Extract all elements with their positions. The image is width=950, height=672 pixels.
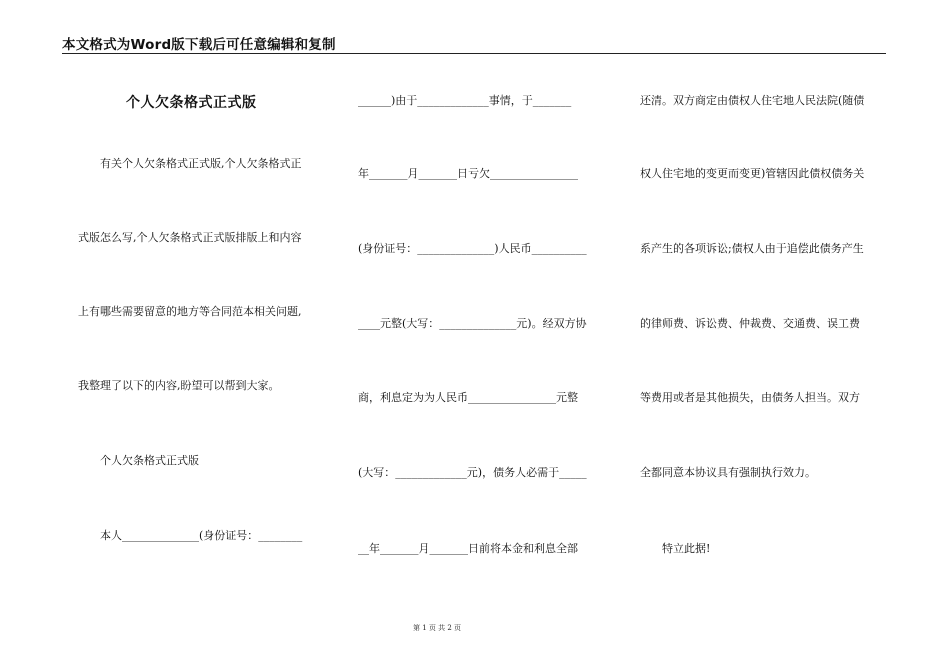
col3-line-5: 等费用或者是其他损失，由债务人担当。双方 bbox=[640, 391, 860, 404]
col3-line-4: 的律师费、诉讼费、仲裁费、交通费、误工费 bbox=[640, 317, 860, 330]
page-number: 第 1 页 共 2 页 bbox=[413, 624, 462, 632]
col3-line-3: 系产生的各项诉讼;债权人由于追偿此债务产生 bbox=[640, 242, 864, 255]
col2-line-1: ______)由于_____________事情，于_______ bbox=[358, 94, 572, 107]
col1-line-6: 本人______________(身份证号：________ bbox=[100, 529, 303, 542]
col3-line-6: 全都同意本协议具有强制执行效力。 bbox=[640, 466, 816, 479]
col1-line-4: 我整理了以下的内容,盼望可以帮到大家。 bbox=[78, 379, 280, 392]
col3-line-2: 权人住宅地的变更而变更)管辖因此债权债务关 bbox=[640, 167, 865, 180]
col2-line-2: 年_______月_______日亏欠________________ bbox=[358, 167, 578, 180]
col2-line-7: __年_______月_______日前将本金和利息全部 bbox=[358, 542, 578, 555]
col1-subtitle: 个人欠条格式正式版 bbox=[100, 454, 199, 467]
header-divider bbox=[62, 53, 886, 54]
col2-line-4: ____元整(大写：______________元)。经双方协 bbox=[358, 317, 587, 330]
col2-line-6: (大写：_____________元)，债务人必需于_____ bbox=[358, 466, 587, 479]
col2-line-3: (身份证号：______________)人民币__________ bbox=[358, 242, 587, 255]
col1-line-1: 有关个人欠条格式正式版,个人欠条格式正 bbox=[100, 157, 302, 170]
col1-line-2: 式版怎么写,个人欠条格式正式版排版上和内容 bbox=[78, 231, 302, 244]
col1-line-3: 上有哪些需要留意的地方等合同范本相关问题, bbox=[78, 305, 302, 318]
document-title: 个人欠条格式正式版 bbox=[126, 95, 257, 111]
col2-line-5: 商，利息定为为人民币________________元整 bbox=[358, 391, 578, 404]
col3-line-1: 还清。双方商定由债权人住宅地人民法院(随债 bbox=[640, 94, 865, 107]
page-header: 本文格式为Word版下载后可任意编辑和复制 bbox=[62, 37, 336, 53]
col3-closing: 特立此据! bbox=[662, 542, 711, 555]
